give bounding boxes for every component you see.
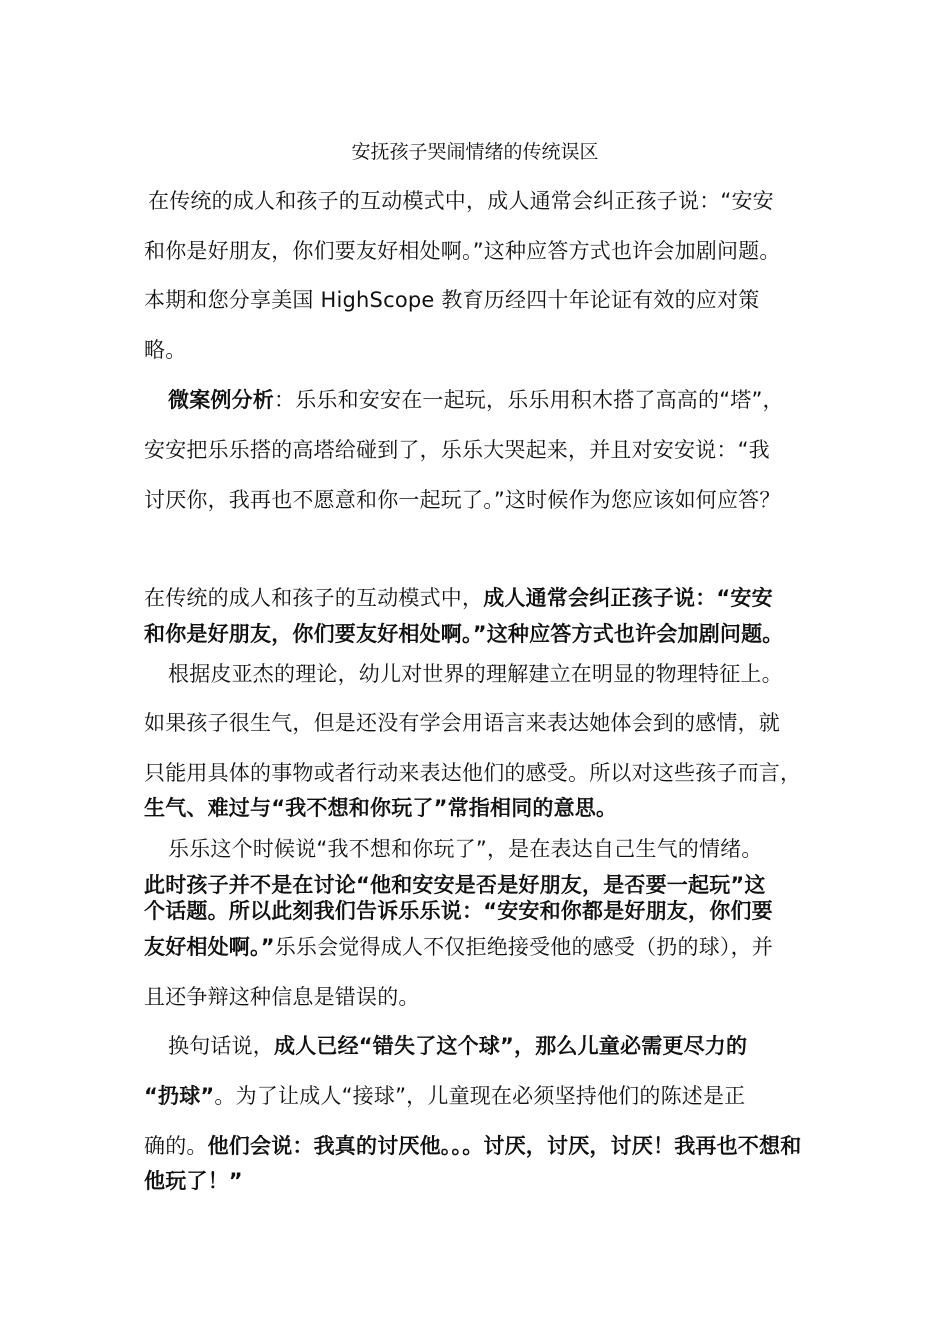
- line-segment-bold: 他们会说：我真的讨厌他。。。讨厌，讨厌，讨厌！我再也不想和: [207, 1134, 802, 1158]
- paragraph-line: [168, 1031, 747, 1061]
- paragraph-line: 安安把乐乐搭的高塔给碰到了，乐乐大哭起来，并且对安安说：“我: [144, 438, 770, 462]
- document-title: 安抚孩子哭闹情绪的传统误区: [351, 141, 599, 163]
- paragraph-line: 本期和您分享美国 HighScope 教育历经四十年论证有效的应对策: [144, 288, 760, 312]
- line-segment: 在传统的成人和孩子的互动模式中，: [144, 586, 484, 610]
- paragraph-line: 只能用具体的事物或者行动来表达他们的感受。所以对这些孩子而言，: [144, 761, 802, 785]
- paragraph-line: 且还争辩这种信息是错误的。: [144, 985, 420, 1009]
- line-segment: 换句话说，: [168, 1034, 274, 1058]
- case-analysis-line: [168, 385, 784, 415]
- paragraph-line: 和你是好朋友，你们要友好相处啊。”这种应答方式也许会加剧问题。: [144, 239, 781, 263]
- paragraph-line: 在传统的成人和孩子的互动模式中，成人通常会纠正孩子说：“安安: [148, 189, 774, 213]
- paragraph-line: 此时孩子并不是在讨论“他和安安是否是好朋友，是否要一起玩”这: [144, 873, 766, 897]
- paragraph-line: [144, 1081, 745, 1111]
- line-segment-bold: 成人已经“错失了这个球”，那么儿童必需更尽力的: [274, 1034, 748, 1058]
- paragraph-line: 讨厌你，我再也不愿意和你一起玩了。”这时候作为您应该如何应答？: [144, 488, 781, 512]
- paragraph-line: [144, 932, 773, 962]
- paragraph-line: 根据皮亚杰的理论，幼儿对世界的理解建立在明显的物理特征上。: [168, 662, 783, 686]
- paragraph-line: 如果孩子很生气，但是还没有学会用语言来表达她体会到的感情，就: [144, 711, 780, 735]
- line-segment-bold: 成人通常会纠正孩子说：“安安: [483, 586, 773, 610]
- case-analysis-label: 微案例分析: [168, 388, 274, 412]
- line-segment-bold: 友好相处啊。”: [144, 935, 275, 959]
- line-segment: 确的。: [144, 1134, 208, 1158]
- paragraph-line: 个话题。所以此刻我们告诉乐乐说：“安安和你都是好朋友，你们要: [144, 899, 773, 923]
- paragraph-line: [144, 583, 773, 613]
- paragraph-line: 乐乐这个时候说“我不想和你玩了”，是在表达自己生气的情绪。: [168, 837, 763, 861]
- line-segment: 乐乐会觉得成人不仅拒绝接受他的感受（扔的球），并: [274, 935, 774, 959]
- paragraph-line: 略。: [144, 338, 187, 362]
- line-segment: 。为了让成人“接球”，儿童现在必须坚持他们的陈述是正: [214, 1084, 746, 1108]
- case-analysis-text: ：乐乐和安安在一起玩，乐乐用积木搭了高高的“塔”，: [274, 388, 784, 412]
- paragraph-line: 和你是好朋友，你们要友好相处啊。”这种应答方式也许会加剧问题。: [144, 622, 784, 646]
- paragraph-line: 生气、难过与“我不想和你玩了”常指相同的意思。: [144, 796, 618, 820]
- paragraph-line: [144, 1131, 801, 1161]
- paragraph-line: 他玩了！”: [144, 1169, 243, 1193]
- line-segment-bold: “扔球”: [144, 1084, 215, 1108]
